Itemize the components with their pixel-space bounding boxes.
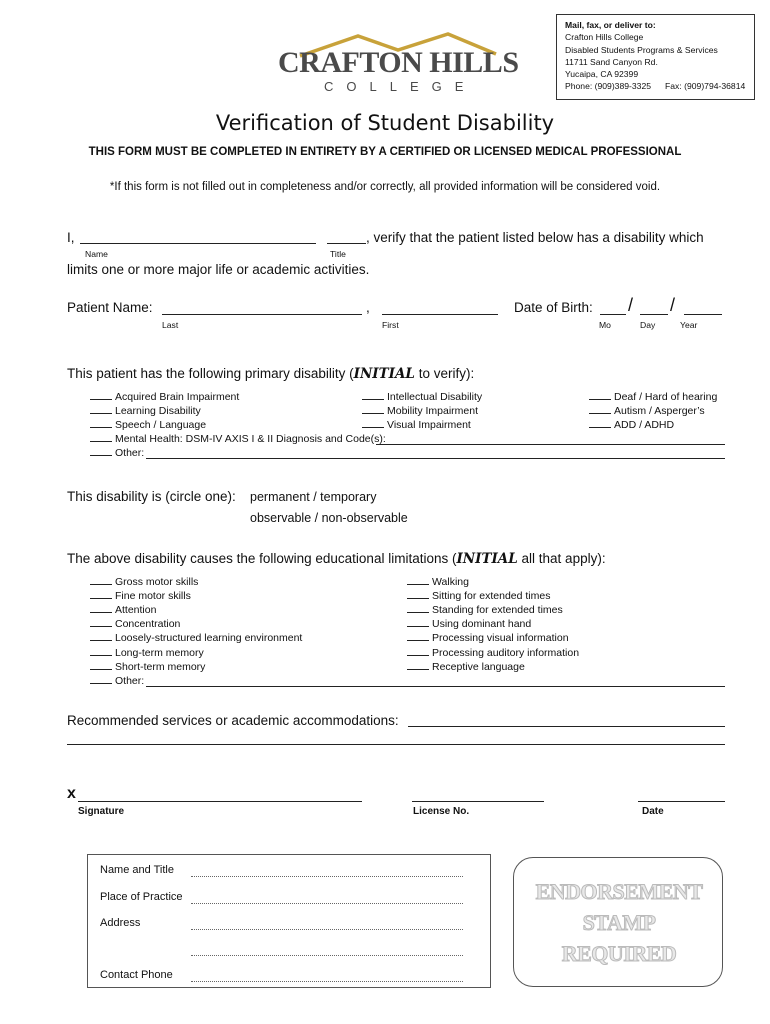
limitation-option[interactable] [90,590,191,602]
limitation-option[interactable] [90,632,302,644]
mental-health-option[interactable] [90,433,386,445]
option-label: Processing visual information [432,632,569,644]
address-field[interactable] [191,929,463,930]
disability-option[interactable] [90,391,239,403]
limitation-option[interactable] [407,618,531,630]
logo-name: CRAFTON HILLS [278,46,519,79]
other-disability-field[interactable] [146,458,725,459]
permanence-option[interactable]: permanent / temporary [250,490,377,504]
disability-option[interactable] [589,405,705,417]
mailing-line: 11711 Sand Canyon Rd. [565,56,658,67]
practitioner-info-box [87,854,491,988]
option-label: Mental Health: DSM-IV AXIS I & II Diagnosis and Code(s): [115,433,386,445]
option-label: Speech / Language [115,419,207,431]
disability-option[interactable] [589,391,717,403]
dob-slash: / [670,295,676,315]
stamp-line: REQUIRED [561,941,677,966]
option-label: Gross motor skills [115,576,199,588]
disability-option[interactable] [362,405,478,417]
endorsement-stamp-area [513,857,723,987]
patient-last-field[interactable] [162,314,362,315]
option-label: Standing for extended times [432,604,563,616]
option-label: ADD / ADHD [614,419,675,431]
option-label: Processing auditory information [432,647,580,659]
stamp-line: STAMP [582,910,656,935]
phone-field[interactable] [191,981,463,982]
signature-caption: Signature [78,806,125,817]
disability-option[interactable] [90,405,201,417]
name-title-label: Name and Title [100,864,174,876]
option-label: Fine motor skills [115,590,191,602]
dob-label: Date of Birth: [514,300,593,315]
disability-option[interactable] [362,391,482,403]
signature-x: x [67,785,76,802]
mailing-address-box [556,14,755,100]
address-label: Address [100,917,141,929]
stamp-text [514,876,724,969]
option-label: Acquired Brain Impairment [115,391,240,403]
form-subtitle: THIS FORM MUST BE COMPLETED IN ENTIRETY BY A CERTIFIED OR LICENSED MEDICAL PROFESSIONAL [88,146,682,158]
license-field[interactable] [412,801,544,802]
option-label: Learning Disability [115,405,201,417]
mailing-contact [565,80,746,92]
option-label: Long-term memory [115,647,204,659]
option-label: Walking [432,576,469,588]
name-caption: Name [85,249,108,259]
mo-caption: Mo [599,320,611,330]
option-label: Loosely-structured learning environment [115,632,303,644]
limitation-option[interactable] [90,604,156,616]
address-field-line2[interactable] [191,955,463,956]
limitations-initial: INITIAL [456,551,518,567]
option-label: Other: [115,447,145,459]
dob-month-field[interactable] [600,314,626,315]
option-label: Other: [115,675,145,687]
option-label: Concentration [115,618,181,630]
disability-option[interactable] [90,419,206,431]
verify-prefix: I, [67,230,75,245]
name-field[interactable] [80,243,316,244]
patient-name-label: Patient Name: [67,300,153,315]
limitation-option[interactable] [407,576,469,588]
limitation-option[interactable] [407,661,525,673]
disability-option[interactable] [362,419,471,431]
recommended-field[interactable] [408,726,725,727]
option-label: Autism / Asperger’s [614,405,705,417]
title-caption: Title [330,249,346,259]
other-limitation-option[interactable] [90,675,144,687]
limitations-suffix: all that apply): [517,551,606,566]
patient-comma: , [366,300,370,315]
mailing-header: Mail, fax, or deliver to: [565,20,656,30]
patient-first-field[interactable] [382,314,498,315]
college-logo [278,32,519,98]
mental-health-field[interactable] [376,444,725,445]
primary-heading [67,366,474,382]
limitation-option[interactable] [407,632,569,644]
first-caption: First [382,320,399,330]
option-label: Visual Impairment [387,419,471,431]
mailing-line: Disabled Students Programs & Services [565,44,718,55]
title-field[interactable] [327,243,366,244]
date-field[interactable] [638,801,725,802]
limitations-prefix: The above disability causes the following educational limitations ( [67,551,457,566]
primary-prefix: This patient has the following primary disability ( [67,366,354,381]
verify-suffix: , verify that the patient listed below has a disability which [366,230,704,245]
option-label: Intellectual Disability [387,391,483,403]
logo-college: COLLEGE [324,79,477,94]
mailing-phone: Phone: (909)389-3325 [565,81,652,92]
disability-option[interactable] [589,419,674,431]
void-note: *If this form is not filled out in completeness and/or correctly, all provided information will be considered void. [109,181,661,193]
option-label: Using dominant hand [432,618,532,630]
limitation-option[interactable] [407,604,563,616]
limitations-heading [67,551,606,567]
option-label: Mobility Impairment [387,405,479,417]
stamp-line: ENDORSEMENT [535,879,703,904]
date-caption: Date [642,806,664,817]
option-label: Attention [115,604,157,616]
circle-label: This disability is (circle one): [67,489,236,504]
mailing-fax: Fax: (909)794-36814 [665,81,746,92]
name-title-field[interactable] [191,876,463,877]
limitation-option[interactable] [407,647,579,659]
last-caption: Last [162,320,179,330]
dob-day-field[interactable] [640,314,668,315]
limitation-option[interactable] [407,590,550,602]
recommended-label: Recommended services or academic accommodations: [67,713,399,728]
limitation-option[interactable] [90,661,205,673]
primary-suffix: to verify): [414,366,475,381]
other-disability-option[interactable] [90,447,144,459]
primary-initial: INITIAL [353,366,415,382]
license-caption: License No. [413,806,470,817]
place-label: Place of Practice [100,891,183,903]
option-label: Sitting for extended times [432,590,551,602]
option-label: Deaf / Hard of hearing [614,391,718,403]
option-label: Short-term memory [115,661,206,673]
verify-line2: limits one or more major life or academic activities. [67,262,370,277]
form-title: Verification of Student Disability [215,111,555,135]
year-caption: Year [680,320,698,330]
place-field[interactable] [191,903,463,904]
phone-label: Contact Phone [100,969,173,981]
limitation-option[interactable] [90,576,198,588]
limitation-option[interactable] [90,647,204,659]
day-caption: Day [640,320,656,330]
limitation-option[interactable] [90,618,180,630]
other-limitation-field[interactable] [146,686,725,687]
option-label: Receptive language [432,661,525,673]
signature-field[interactable] [78,801,362,802]
mailing-line: Crafton Hills College [565,32,644,43]
dob-year-field[interactable] [684,314,722,315]
observability-option[interactable]: observable / non-observable [250,511,408,525]
recommended-field-line2[interactable] [67,744,725,745]
dob-slash: / [628,295,634,315]
mailing-line: Yucaipa, CA 92399 [565,69,639,80]
